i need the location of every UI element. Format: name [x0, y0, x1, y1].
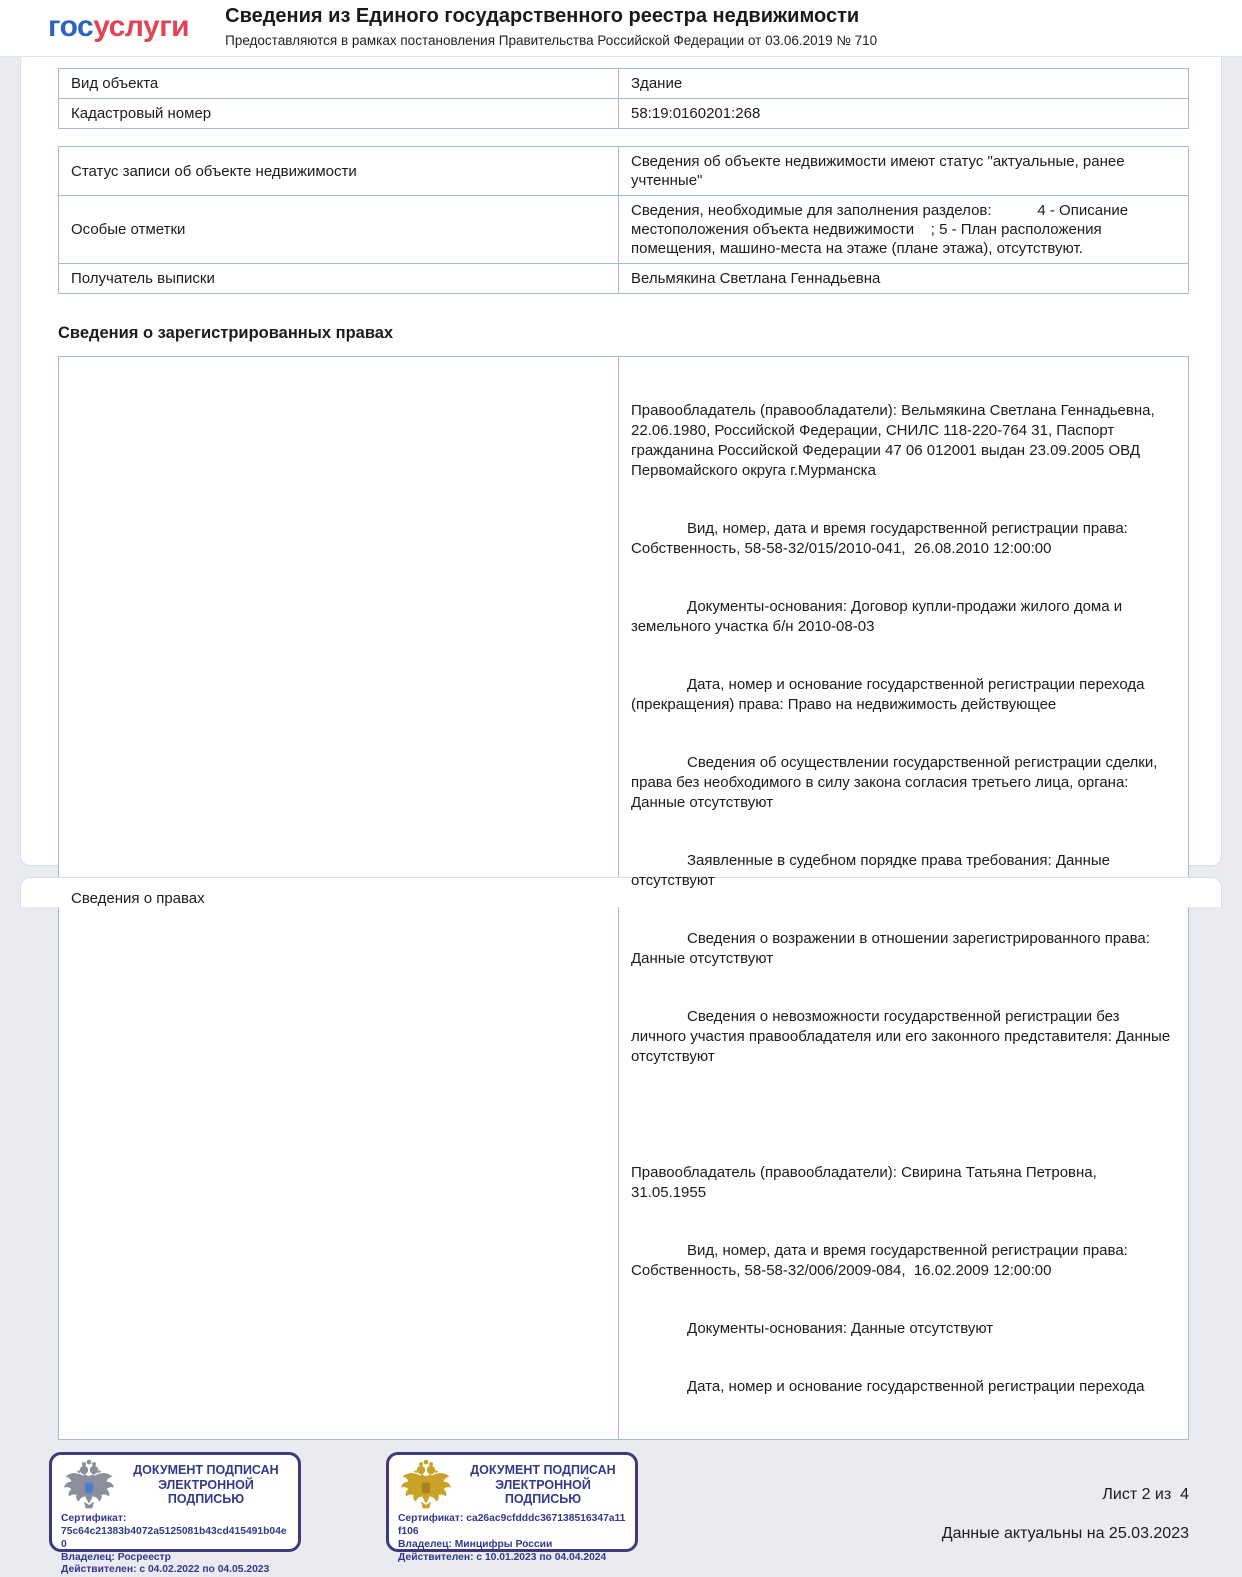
- special-marks-value: Сведения, необходимые для заполнения разделов: 4 - Описание местоположения объекта недвижимости ; 5 - План расположения помещения, машино-места на этаже (плане этажа), отсутствуют.: [619, 196, 1189, 264]
- stamp-owner: Владелец: Минцифры России: [398, 1538, 553, 1550]
- rights-info-label: Сведения о правах: [59, 357, 619, 1440]
- app-header: [0, 0, 1242, 57]
- stamp-title: ДОКУМЕНТ ПОДПИСАН ЭЛЕКТРОННОЙ ПОДПИСЬЮ: [470, 1462, 616, 1507]
- russia-coat-of-arms-icon: [398, 1460, 454, 1510]
- stamp-validity: Действителен: с 10.01.2023 по 04.04.2024: [398, 1551, 607, 1563]
- rights-paragraph: Сведения о невозможности государственной регистрации без личного участия правообладателя или его законного представителя: Данные отсутствуют: [631, 1008, 1175, 1065]
- object-info-table: [58, 68, 1189, 129]
- rights-paragraph-spacer: [631, 1105, 1176, 1125]
- document-subtitle: Предоставляются в рамках постановления Правительства Российской Федерации от 03.06.2019 № 710: [225, 33, 878, 48]
- document-title: Сведения из Единого государственного реестра недвижимости: [225, 5, 860, 27]
- rights-paragraph: Правообладатель (правообладатели): Вельмякина Светлана Геннадьевна, 22.06.1980, Российской Федерации, СНИЛС 118-220-764 31, Паспорт гражданина Российской Федерации 47 06 012001 выдан 23.09.2005 ОВД Первомайского округа г.Мурманска: [631, 402, 1159, 479]
- table-row: [59, 264, 1189, 294]
- rights-paragraph: Заявленные в судебном порядке права требования: Данные отсутствуют: [631, 852, 1115, 889]
- header-title-block: [225, 5, 877, 48]
- rosreestr-eagle-icon: [61, 1460, 117, 1510]
- rights-paragraph: Правообладатель (правообладатели): Свирина Татьяна Петровна, 31.05.1955: [631, 1164, 1101, 1201]
- table-row: [59, 196, 1189, 264]
- registered-rights-heading: Сведения о зарегистрированных правах: [58, 324, 394, 342]
- cadastral-number-value: 58:19:0160201:268: [619, 99, 1189, 129]
- cadastral-number-label: Кадастровый номер: [59, 99, 619, 129]
- stamp-details: [398, 1513, 626, 1564]
- signature-stamp-mincifry: [386, 1452, 638, 1563]
- stamp-cert-label: Сертификат:: [61, 1513, 127, 1524]
- stamp-cert-hash: Сертификат: ca26ac9cfdddc367138516347a11f106: [398, 1513, 626, 1537]
- rights-paragraph: Документы-основания: Данные отсутствуют: [687, 1320, 994, 1337]
- logo-part-red: услуги: [93, 10, 190, 43]
- table-row: [59, 69, 1189, 99]
- record-status-value: Сведения об объекте недвижимости имеют статус "актуальные, ранее учтенные": [619, 147, 1189, 196]
- stamp-cert-hash: 75c64c21383b4072a5125081b43cd415491b04e0: [61, 1525, 287, 1550]
- stamp-owner: Владелец: Росреестр: [61, 1551, 171, 1563]
- table-row: [59, 147, 1189, 196]
- rights-paragraph: Документы-основания: Договор купли-продажи жилого дома и земельного участка б/н 2010-08-03: [631, 598, 1127, 635]
- rights-paragraph: Дата, номер и основание государственной регистрации перехода (прекращения) права: Право на недвижимость действующее: [631, 676, 1149, 713]
- rights-paragraph: Сведения о возражении в отношении зарегистрированного права: Данные отсутствуют: [631, 930, 1155, 967]
- signature-stamps: [49, 1452, 638, 1576]
- page-footer: [58, 1452, 1189, 1576]
- table-gap: [58, 129, 1189, 146]
- status-info-table: [58, 146, 1189, 294]
- logo-part-blue: гос: [48, 10, 94, 43]
- data-actual-date: Данные актуальны на 25.03.2023: [941, 1525, 1189, 1542]
- recipient-value: Вельмякина Светлана Геннадьевна: [619, 264, 1189, 294]
- footer-right-block: [942, 1452, 1189, 1543]
- rights-paragraph: Сведения об осуществлении государственной регистрации сделки, права без необходимого в силу закона согласия третьего лица, органа: Данные отсутствуют: [631, 754, 1162, 811]
- stamp-details: [61, 1513, 289, 1577]
- recipient-label: Получатель выписки: [59, 264, 619, 294]
- sheet-number: Лист 2 из 4: [1102, 1486, 1189, 1503]
- rights-paragraph: Вид, номер, дата и время государственной регистрации права: Собственность, 58-58-32/015/2010-041, 26.08.2010 12:00:00: [631, 520, 1132, 557]
- table-row: [59, 99, 1189, 129]
- object-type-value: Здание: [619, 69, 1189, 99]
- gosuslugi-logo: [48, 10, 189, 44]
- stamp-title: ДОКУМЕНТ ПОДПИСАН ЭЛЕКТРОННОЙ ПОДПИСЬЮ: [133, 1462, 279, 1507]
- rights-paragraph: Дата, номер и основание государственной регистрации перехода: [687, 1378, 1145, 1395]
- stamp-top-row: [61, 1460, 289, 1510]
- record-status-label: Статус записи об объекте недвижимости: [59, 147, 619, 196]
- object-type-label: Вид объекта: [59, 69, 619, 99]
- rights-paragraph: Вид, номер, дата и время государственной регистрации права: Собственность, 58-58-32/006/2009-084, 16.02.2009 12:00:00: [631, 1242, 1132, 1279]
- stamp-validity: Действителен: с 04.02.2022 по 04.05.2023: [61, 1564, 270, 1576]
- document-page: [20, 57, 1222, 1576]
- stamp-top-row: [398, 1460, 626, 1510]
- special-marks-label: Особые отметки: [59, 196, 619, 264]
- signature-stamp-rosreestr: [49, 1452, 301, 1576]
